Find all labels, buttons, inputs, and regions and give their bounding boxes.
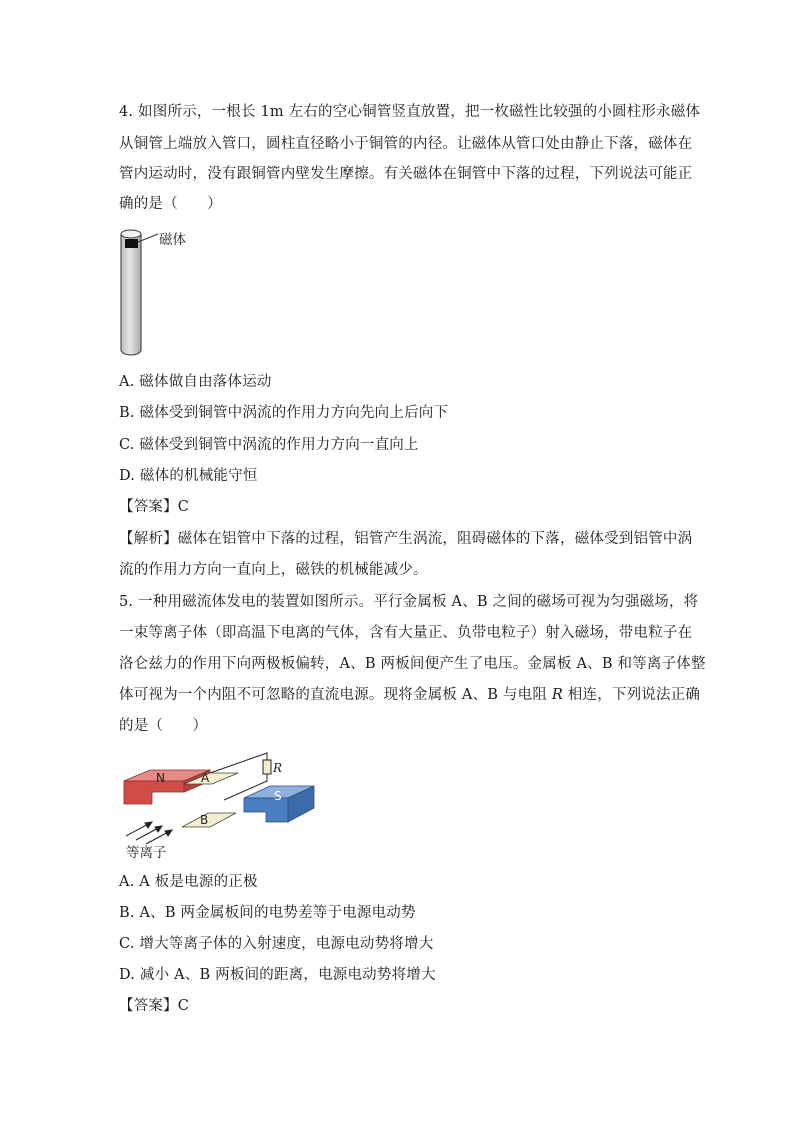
q4-stem-line-1: 4. 如图所示，一根长 1m 左右的空心铜管竖直放置，把一枚磁性比较强的小圆柱形永磁体 bbox=[119, 104, 701, 120]
q4-stem-line-3: 管内运动时，没有跟铜管内壁发生摩擦。有关磁体在铜管中下落的过程，下列说法可能正 bbox=[119, 166, 693, 182]
north-pole-label: N bbox=[156, 771, 165, 785]
resistor-label: R bbox=[273, 761, 283, 775]
q4-stem-line-2: 从铜管上端放入管口，圆柱直径略小于铜管的内径。让磁体从管口处由静止下落，磁体在 bbox=[119, 136, 693, 152]
q4-option-d: D. 磁体的机械能守恒 bbox=[119, 468, 258, 484]
north-pole-front bbox=[124, 781, 184, 804]
q4-analysis-line-2: 流的作用力方向一直向上，磁铁的机械能减少。 bbox=[119, 562, 428, 578]
q4-answer: 【答案】C bbox=[119, 499, 190, 515]
q5-stem-line-2: 一束等离子体（即高温下电离的气体，含有大量正、负带电粒子）射入磁场，带电粒子在 bbox=[119, 625, 693, 641]
tube-body bbox=[121, 234, 141, 355]
q5-stem-line-3: 洛仑兹力的作用下向两极板偏转，A、B 两板间便产生了电压。金属板 A、B 和等离子体整 bbox=[119, 656, 706, 672]
q4-stem-line-4: 确的是（ ） bbox=[119, 196, 222, 212]
q5-option-b: B. A、B 两金属板间的电势差等于电源电动势 bbox=[119, 905, 416, 921]
q5-option-d: D. 减小 A、B 两板间的距离，电源电动势将增大 bbox=[119, 967, 436, 983]
plate-b-label: B bbox=[200, 813, 209, 827]
q5-stem-line-4-tail: 相连，下列说法正确 bbox=[562, 687, 701, 703]
q5-answer: 【答案】C bbox=[119, 998, 190, 1014]
q5-option-c: C. 增大等离子体的入射速度，电源电动势将增大 bbox=[119, 936, 434, 952]
magnet-block bbox=[125, 239, 138, 248]
south-pole-label: S bbox=[274, 789, 282, 803]
q5-stem-line-4 bbox=[119, 685, 700, 705]
q5-stem-line-1: 5. 一种用磁流体发电的装置如图所示。平行金属板 A、B 之间的磁场可视为匀强磁场，将 bbox=[119, 594, 699, 610]
q4-option-c: C. 磁体受到铜管中涡流的作用力方向一直向上 bbox=[119, 437, 419, 453]
q4-analysis-line-1: 【解析】磁体在铝管中下落的过程，铝管产生涡流，阻碍磁体的下落，磁体受到铝管中涡 bbox=[119, 531, 693, 547]
wire-top bbox=[210, 753, 267, 773]
plate-b bbox=[182, 813, 236, 827]
q5-stem-line-4-head: 体可视为一个内阻不可忽略的直流电源。现将金属板 A、B 与电阻 bbox=[119, 687, 548, 703]
tube-top-rim bbox=[121, 230, 141, 238]
plasma-label: 等离子 bbox=[126, 845, 167, 861]
q4-option-b: B. 磁体受到铜管中涡流的作用力方向先向上后向下 bbox=[119, 405, 449, 421]
resistor-symbol-inline: R bbox=[551, 687, 563, 703]
magnet-label: 磁体 bbox=[159, 232, 186, 248]
q4-option-a: A. 磁体做自由落体运动 bbox=[119, 374, 272, 390]
plate-a-label: A bbox=[201, 771, 210, 785]
resistor-r bbox=[263, 760, 271, 774]
q5-stem-line-5: 的是（ ） bbox=[119, 718, 208, 734]
q5-option-a: A. A 板是电源的正极 bbox=[119, 874, 258, 890]
